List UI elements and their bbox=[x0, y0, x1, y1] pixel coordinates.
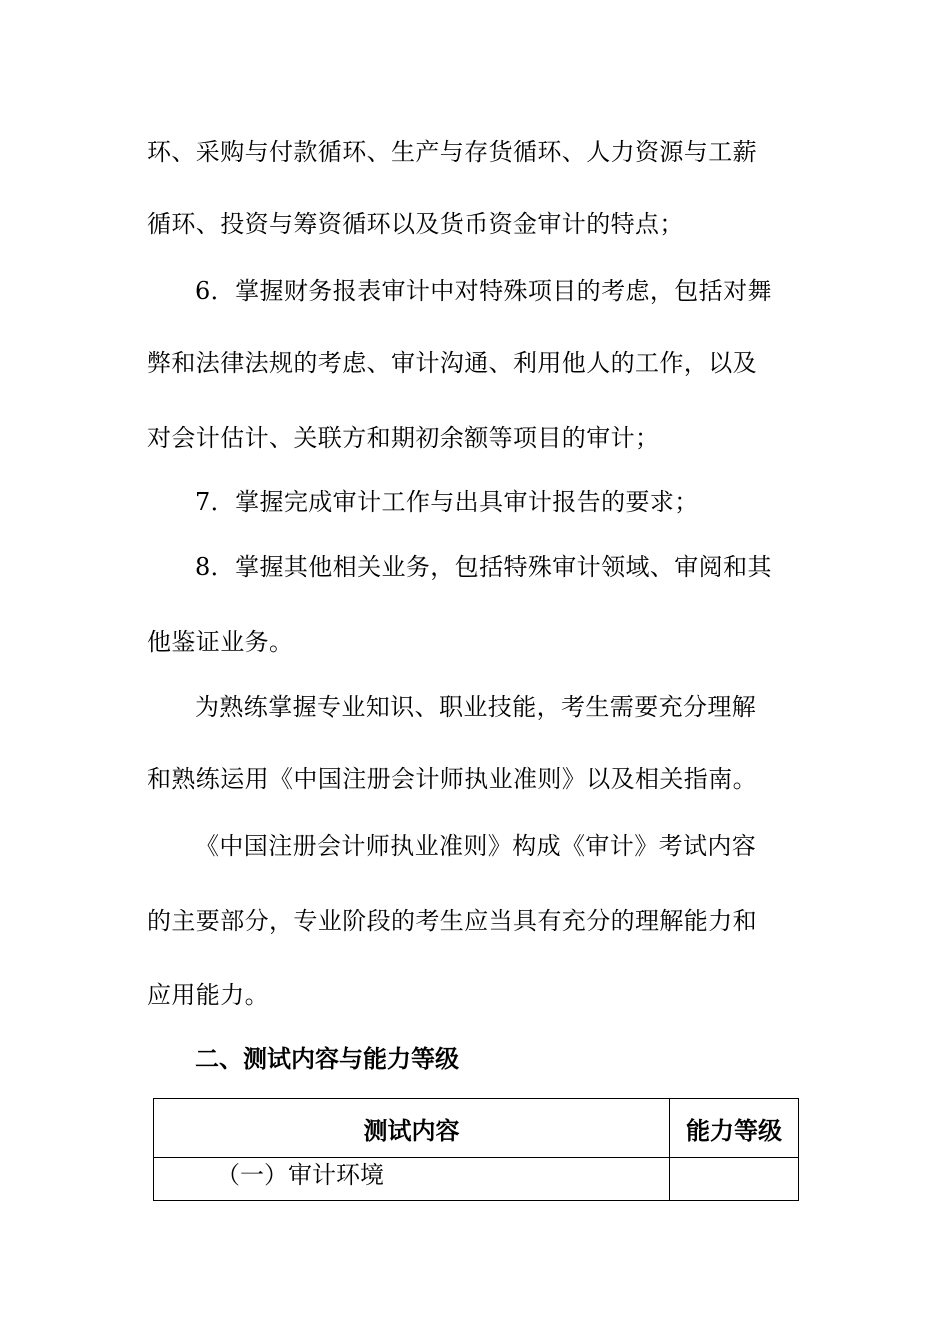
table-cell bbox=[670, 1158, 799, 1201]
table-cell: （一）审计环境 bbox=[154, 1158, 670, 1201]
text-line: 他鉴证业务。 bbox=[147, 628, 294, 656]
text-line: 为熟练掌握专业知识、职业技能，考生需要充分理解 bbox=[195, 693, 757, 721]
text-line: 环、采购与付款循环、生产与存货循环、人力资源与工薪 bbox=[147, 138, 757, 166]
text-line: 对会计估计、关联方和期初余额等项目的审计； bbox=[147, 424, 660, 452]
section-heading: 二、测试内容与能力等级 bbox=[195, 1045, 459, 1073]
text-line: 8．掌握其他相关业务，包括特殊审计领域、审阅和其 bbox=[195, 553, 772, 581]
table-header-row bbox=[154, 1099, 799, 1158]
text-line: 6．掌握财务报表审计中对特殊项目的考虑，包括对舞 bbox=[195, 277, 772, 305]
text-line: 7．掌握完成审计工作与出具审计报告的要求； bbox=[195, 488, 699, 516]
table-header-cell: 测试内容 bbox=[154, 1099, 670, 1158]
content-table bbox=[153, 1098, 799, 1201]
text-line: 和熟练运用《中国注册会计师执业准则》以及相关指南。 bbox=[147, 765, 757, 793]
text-line: 弊和法律法规的考虑、审计沟通、利用他人的工作，以及 bbox=[147, 349, 757, 377]
text-line: 应用能力。 bbox=[147, 981, 269, 1009]
text-line: 《中国注册会计师执业准则》构成《审计》考试内容 bbox=[195, 832, 757, 860]
table-row bbox=[154, 1158, 799, 1201]
table-header-cell: 能力等级 bbox=[670, 1099, 799, 1158]
text-line: 的主要部分，专业阶段的考生应当具有充分的理解能力和 bbox=[147, 907, 757, 935]
text-line: 循环、投资与筹资循环以及货币资金审计的特点； bbox=[147, 210, 684, 238]
